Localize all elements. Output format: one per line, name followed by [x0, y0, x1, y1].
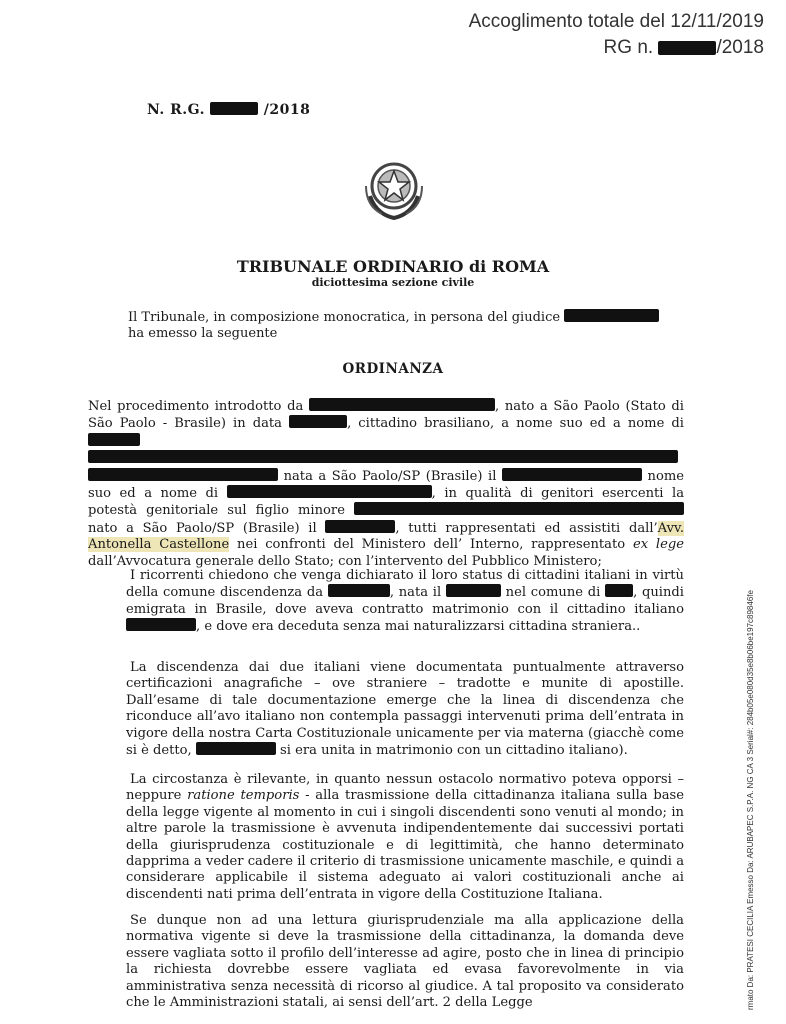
italian-republic-emblem	[362, 156, 426, 222]
paragraph-3: La circostanza è rilevante, in quanto nessun ostacolo normativo poteva opporsi – neppure ratione temporis - alla trasmissione della cittadinanza italiana sulla base della legge vigente al momento in cui i singoli discendenti sono venuti al mondo; in altre parole la trasmissione è avvenuta indipendentemente dai successivi portati della giurisprudenza costituzionale e di legittimità, che hanno determinato dapprima a veder cadere il criterio di trasmissione unicamente maschile, e quindi a considerare applicabile il sistema adeguato ai valori costituzionali anche ai discendenti nati prima dell’entrata in vigore della Costituzione Italiana.	[126, 772, 684, 902]
court-title: TRIBUNALE ORDINARIO di ROMA	[236, 257, 550, 276]
redaction	[196, 742, 276, 755]
redaction	[289, 415, 347, 428]
intro-line1: Il Tribunale, in composizione monocratica, in persona del giudice	[128, 309, 683, 326]
nrg-number: N. R.G. /2018	[147, 102, 311, 118]
intro-line2: ha emesso la seguente	[128, 326, 278, 341]
redaction	[227, 485, 432, 498]
paragraph-2: La discendenza dai due italiani viene documentata puntualmente attraverso certificazioni anagrafiche – ove straniere – tradotte e munite di apostille. Dall’esame di tale documentazione emerge che la linea di discendenza che riconduce all’avo italiano non contempla passaggi intervenuti prima dell’entrata in vigore della nostra Carta Costituzionale unicamente per via materna (giacchè come si è detto, si era unita in matrimonio con un cittadino italiano).	[126, 660, 684, 759]
redaction	[446, 584, 501, 597]
redaction	[88, 433, 140, 446]
paragraph-1: I ricorrenti chiedono che venga dichiarato il loro status di cittadini italiani in virtù della comune discendenza da , nata il nel comune di , quindi emigrata in Brasile, dove aveva contratto matrimonio con il cittadino italiano , e dove era deceduta senza mai naturalizzarsi cittadina straniera..	[126, 568, 684, 635]
redaction	[605, 584, 633, 597]
redaction	[564, 309, 659, 322]
redaction	[210, 102, 258, 115]
redaction	[328, 584, 390, 597]
lawyer-name: Avv. Antonella Castellone	[88, 520, 684, 553]
court-section: diciottesima sezione civile	[311, 276, 475, 289]
digital-signature-note: rmato Da: PRATESI CECILIA Emesso Da: ARUBAPEC S.P.A. NG CA 3 Serial#: 284b05e080d35e8b06be197c89846fe	[746, 590, 755, 1010]
redaction	[126, 618, 196, 631]
paragraph-4: Se dunque non ad una lettura giurisprudenziale ma alla applicazione della normativa vigente si deve la trasmissione della cittadinanza, la domanda deve essere vagliata sotto il profilo dell’interesse ad agire, posto che in linea di principio la richiesta dovrebbe essere vagliata ed evasa favorevolmente in via amministrativa senza necessità di ricorso al giudice. A tal proposito va considerato che le Amministrazioni statali, ai sensi dell’art. 2 della Legge	[126, 913, 684, 1011]
redaction	[354, 502, 684, 515]
redaction	[309, 398, 495, 411]
redaction	[502, 468, 642, 481]
rg-number-stamp: RG n. /2018	[603, 37, 764, 58]
redaction	[658, 41, 716, 55]
decision-stamp: Accoglimento totale del 12/11/2019	[468, 11, 764, 32]
redaction	[88, 468, 278, 481]
redaction	[325, 520, 395, 533]
parties-paragraph: Nel procedimento introdotto da , nato a São Paolo (Stato di São Paolo - Brasile) in data , cittadino brasiliano, a nome suo ed a nome di nata a São Paolo/SP (Brasile) il nome suo ed a nome di , in qualità di genitori esercenti la potestà genitoriale sul figlio minore nato a São Paolo/SP (Brasile) il , tutti rappresentati ed assistiti dall’Avv. Antonella Castellone nei confronti del Ministero dell’ Interno, rappresentato ex lege dall’Avvocatura generale dello Stato; con l’intervento del Pubblico Ministero;	[88, 399, 684, 569]
redaction	[88, 450, 678, 463]
ordinanza-heading: ORDINANZA	[342, 361, 444, 377]
